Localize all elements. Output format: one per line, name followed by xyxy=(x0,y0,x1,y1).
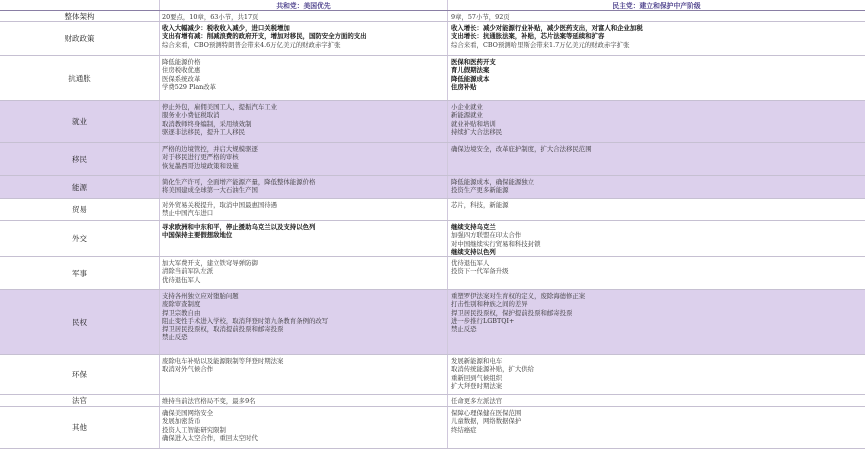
policy-item: 服务业小费征税取消 xyxy=(162,111,220,120)
header-category-cell xyxy=(0,0,160,10)
category-label: 外交 xyxy=(72,234,87,243)
policy-item: 20要点，10章，63小节，共17页 xyxy=(162,13,259,21)
democrat-cell xyxy=(448,199,865,220)
policy-item: 投资下一代军备升级 xyxy=(451,267,509,276)
category-cell xyxy=(0,11,160,21)
category-label: 整体架构 xyxy=(64,11,95,21)
category-cell xyxy=(0,290,160,354)
category-label: 就业 xyxy=(72,117,87,126)
table-row xyxy=(0,176,865,199)
policy-item: 发展加密货币 xyxy=(162,417,201,426)
category-label: 移民 xyxy=(72,154,87,164)
policy-item: 废除审查制度 xyxy=(162,300,201,309)
category-label: 法官 xyxy=(72,396,87,405)
policy-item: 优待退伍军人 xyxy=(451,259,490,267)
category-cell xyxy=(0,257,160,289)
category-cell xyxy=(0,395,160,406)
republican-cell xyxy=(160,407,448,448)
democrat-cell xyxy=(448,22,865,55)
policy-item: 寻求欧洲和中东和平，停止援助乌克兰以及支持以色列 xyxy=(162,223,316,231)
policy-item: 新能源就业 xyxy=(451,111,483,120)
policy-item: 收入增长：减少对能源行业补贴，减少医药支出，对富人和企业加税 xyxy=(451,24,643,32)
policy-item: 对外贸易关税提升，取消中国最惠国待遇 xyxy=(162,201,278,209)
category-cell xyxy=(0,355,160,394)
policy-item: 终结癌症 xyxy=(451,425,477,434)
republican-cell xyxy=(160,11,448,21)
category-cell xyxy=(0,101,160,142)
policy-item: 发展新能源和电车 xyxy=(451,357,503,365)
table-header xyxy=(0,0,865,11)
policy-item: 打击性别和种族之间的差异 xyxy=(451,300,528,309)
policy-item: 育儿假期法案 xyxy=(451,66,490,75)
policy-item: 支出增长：抗通胀法案，补贴，芯片法案等延续和扩容 xyxy=(451,32,605,41)
policy-item: 确保边境安全，改革庇护制度，扩大合法移民范围 xyxy=(451,145,592,153)
policy-item: 捍卫宗教自由 xyxy=(162,308,201,317)
category-label: 财政政策 xyxy=(64,34,95,43)
policy-item: 确保进入太空合作，重回太空时代 xyxy=(162,433,258,442)
policy-item: 综合来看，CBO预测哈里斯会带来1.7万亿美元的财政赤字扩张 xyxy=(451,40,630,49)
table-row xyxy=(0,290,865,355)
policy-item: 严格的边境管控，并启大规模驱逐 xyxy=(162,145,258,153)
policy-item: 驱逐非法移民，提升工人移民 xyxy=(162,127,246,136)
policy-item: 进一步推行LGBTQI+ xyxy=(451,316,515,325)
republican-cell xyxy=(160,395,448,406)
policy-item: 小企业就业 xyxy=(451,103,483,111)
policy-item: 降低能源成本 xyxy=(451,74,490,83)
policy-item: 儿童数据，网络数据保护 xyxy=(451,417,522,426)
table-row xyxy=(0,199,865,221)
category-label: 抗通胀 xyxy=(68,73,91,83)
policy-item: 重塑罗伊法案对生育权的定义，废除海德修正案 xyxy=(451,292,586,300)
category-label: 环保 xyxy=(72,370,87,379)
democrat-cell xyxy=(448,221,865,256)
policy-item: 取消传统能源补贴，扩大供给 xyxy=(451,365,535,374)
table-row xyxy=(0,407,865,449)
republican-cell xyxy=(160,199,448,220)
policy-item: 对于移民进行更严格的审核 xyxy=(162,153,239,162)
policy-item: 住房补贴 xyxy=(451,82,477,91)
policy-item: 确保美国网络安全 xyxy=(162,409,214,417)
democrat-cell xyxy=(448,290,865,354)
category-label: 军事 xyxy=(72,268,87,278)
policy-item: 捍卫居民投票权，取消提前投票和邮寄投票 xyxy=(162,325,284,334)
category-cell xyxy=(0,199,160,220)
category-cell xyxy=(0,221,160,256)
democrat-cell xyxy=(448,257,865,289)
policy-item: 取消教师终身编制，采用绩效制 xyxy=(162,119,252,128)
category-cell xyxy=(0,22,160,55)
category-label: 其他 xyxy=(72,423,87,432)
republican-cell xyxy=(160,221,448,256)
policy-item: 将美国建成全球第一大石油生产国 xyxy=(162,186,258,195)
policy-item: 继续支持乌克兰 xyxy=(451,223,496,231)
democrat-cell xyxy=(448,143,865,175)
policy-item: 降低能源价格 xyxy=(162,58,201,66)
policy-item: 取消对外气候合作 xyxy=(162,365,214,374)
policy-item: 医保系统改革 xyxy=(162,74,201,83)
policy-item: 支持各州独立应对堕胎问题 xyxy=(162,292,239,300)
policy-item: 扩大拜登时期法案 xyxy=(451,381,503,390)
policy-item: 阻止变性手术进入学校，取消拜登时第九条教育条例的改写 xyxy=(162,316,329,325)
policy-item: 停止外包，雇佣美国工人，提振汽车工业 xyxy=(162,103,278,111)
republican-cell xyxy=(160,56,448,100)
policy-item: 综合来看，CBO预测特朗普会带来4.6万亿美元的财政赤字扩张 xyxy=(162,40,341,49)
democrat-title: 民主党：建立和保护中产阶级 xyxy=(612,2,701,10)
policy-item: 保障心理保健在医保范围 xyxy=(451,409,522,417)
policy-item: 支出有增有减：削减浪费的政府开支，增加对移民，国防安全方面的支出 xyxy=(162,32,367,41)
policy-item: 重新回到气候组织 xyxy=(451,373,503,382)
table-row xyxy=(0,11,865,22)
policy-item: 禁止反恐 xyxy=(451,325,477,334)
republican-cell xyxy=(160,257,448,289)
table-row xyxy=(0,143,865,176)
policy-item: 投资人工智能研究限制 xyxy=(162,425,226,434)
democrat-cell xyxy=(448,395,865,406)
category-cell xyxy=(0,56,160,100)
republican-cell xyxy=(160,290,448,354)
policy-item: 恢复墨西哥边境政策和设施 xyxy=(162,161,239,170)
republican-cell xyxy=(160,143,448,175)
republican-cell xyxy=(160,176,448,198)
republican-cell xyxy=(160,101,448,142)
policy-item: 加大军费开支，建立铁穹导弹防御 xyxy=(162,259,258,267)
democrat-cell xyxy=(448,176,865,198)
policy-item: 芯片，科技，新能源 xyxy=(451,201,509,209)
table-row xyxy=(0,355,865,395)
republican-title: 共和党：美国优先 xyxy=(276,2,331,10)
table-row xyxy=(0,395,865,407)
table-row xyxy=(0,257,865,290)
policy-item: 中国保持主要假想敌地位 xyxy=(162,231,233,240)
policy-item: 就业补贴和培训 xyxy=(451,119,496,128)
policy-item: 禁止反恐 xyxy=(162,333,188,342)
democrat-cell xyxy=(448,11,865,21)
policy-item: 清除当前军队左派 xyxy=(162,267,214,276)
policy-item: 废除电车补贴以及能源限制等拜登时期法案 xyxy=(162,357,284,365)
republican-cell xyxy=(160,22,448,55)
table-row xyxy=(0,56,865,101)
policy-item: 维持当前法官格局不变，最多9名 xyxy=(162,397,256,405)
policy-item: 继续支持以色列 xyxy=(451,247,496,256)
republican-cell xyxy=(160,355,448,394)
category-cell xyxy=(0,143,160,175)
category-label: 能源 xyxy=(72,182,87,192)
header-republican-cell xyxy=(160,0,448,10)
policy-item: 简化生产许可，全面增产能源产量，降低整体能源价格 xyxy=(162,178,316,186)
policy-item: 9章，57小节，92页 xyxy=(451,13,510,21)
policy-item: 任命更多左派法官 xyxy=(451,397,503,405)
policy-item: 禁止中国汽车进口 xyxy=(162,209,214,218)
category-cell xyxy=(0,176,160,198)
policy-item: 降低能源成本，确保能源独立 xyxy=(451,178,535,186)
policy-item: 医保和医药开支 xyxy=(451,58,496,66)
policy-item: 加强四方联盟在印太合作 xyxy=(451,231,522,240)
democrat-cell xyxy=(448,101,865,142)
policy-item: 持续扩大合法移民 xyxy=(451,127,503,136)
democrat-cell xyxy=(448,407,865,448)
policy-item: 捍卫居民投票权，保护提前投票和邮寄投票 xyxy=(451,308,573,317)
policy-item: 对中国继续实行贸易和科技封锁 xyxy=(451,239,541,248)
democrat-cell xyxy=(448,56,865,100)
table-row xyxy=(0,221,865,257)
table-row xyxy=(0,101,865,143)
policy-item: 收入大幅减少：税收收入减少，进口关税增加 xyxy=(162,24,290,32)
header-democrat-cell xyxy=(448,0,865,10)
policy-item: 优待退伍军人 xyxy=(162,275,201,284)
policy-item: 投资生产更多新能源 xyxy=(451,186,509,195)
category-label: 贸易 xyxy=(72,205,87,214)
policy-item: 学费529 Plan改革 xyxy=(162,82,217,91)
democrat-cell xyxy=(448,355,865,394)
category-cell xyxy=(0,407,160,448)
table-row xyxy=(0,22,865,56)
policy-item: 住房税收优惠 xyxy=(162,66,201,75)
category-label: 民权 xyxy=(72,317,87,327)
